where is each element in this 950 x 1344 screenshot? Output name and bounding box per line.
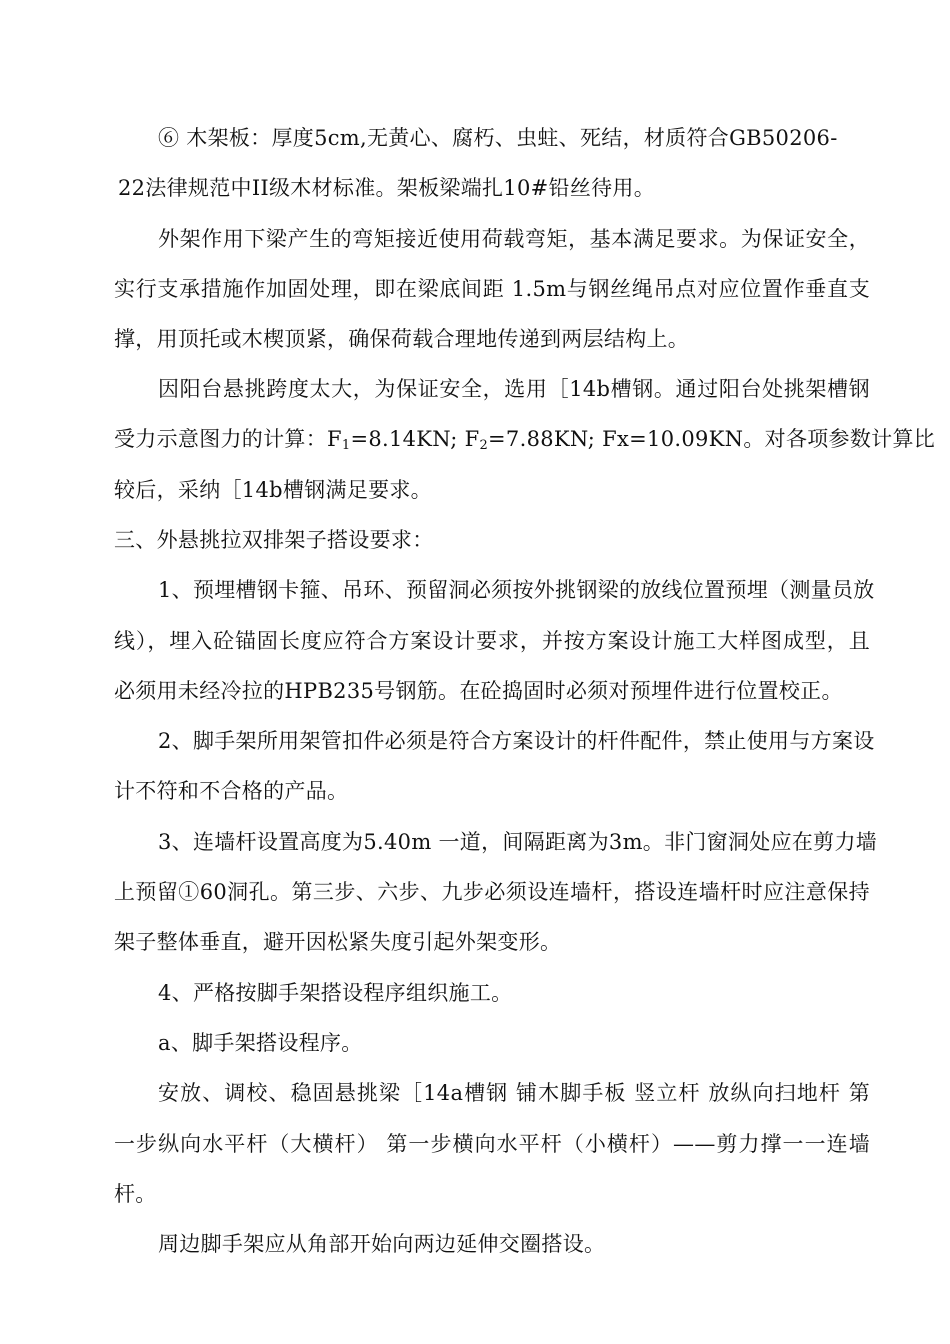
item3-line-2: 上预留①60洞孔。第三步、六步、九步必须设连墙杆，搭设连墙杆时应注意保持 (114, 880, 870, 904)
p2-line-1: 外架作用下梁产生的弯矩接近使用荷载弯矩，基本满足要求。为保证安全， (158, 227, 870, 251)
p3-subscript-2: 2 (479, 438, 489, 453)
sequence-line-2: 一步纵向水平杆（大横杆） 第一步横向水平杆（小横杆）——剪力撑一一连墙 (114, 1132, 871, 1156)
p1-line-1: ⑥ 木架板：厚度5cm,无黄心、腐朽、虫蛀、死结，材质符合GB50206- (158, 126, 838, 150)
p3-subscript-1: 1 (341, 438, 351, 453)
closing-line: 周边脚手架应从角部开始向两边延伸交圈搭设。 (158, 1232, 606, 1256)
section-heading-3: 三、外悬挑拉双排架子搭设要求： (114, 528, 434, 552)
item3-line-1: 3、连墙杆设置高度为5.40m 一道，间隔距离为3m。非门窗洞处应在剪力墙 (158, 830, 878, 854)
p2-line-2: 实行支承措施作加固处理，即在梁底间距 1.5m与钢丝绳吊点对应位置作垂直支 (114, 277, 870, 301)
p3-line-2-part-a: 受力示意图力的计算：F (114, 427, 342, 451)
sequence-line-1: 安放、调校、稳固悬挑梁［14a槽钢 铺木脚手板 竖立杆 放纵向扫地杆 第 (158, 1081, 870, 1105)
p3-line-2-part-b: =8.14KN; F (350, 427, 480, 451)
item4: 4、严格按脚手架搭设程序组织施工。 (158, 981, 513, 1005)
item2-line-1: 2、脚手架所用架管扣件必须是符合方案设计的杆件配件，禁止使用与方案设 (158, 729, 875, 753)
item4a: a、脚手架搭设程序。 (158, 1031, 363, 1055)
item1-line-3: 必须用未经冷拉的HPB235号钢筋。在砼捣固时必须对预埋件进行位置校正。 (114, 679, 843, 703)
p1-line-2: 22法律规范中II级木材标准。架板梁端扎10#铅丝待用。 (118, 176, 656, 200)
p3-line-1: 因阳台悬挑跨度太大，为保证安全，选用［14b槽钢。通过阳台处挑架槽钢 (158, 377, 870, 401)
item1-line-1: 1、预埋槽钢卡箍、吊环、预留洞必须按外挑钢梁的放线位置预埋（测量员放 (158, 578, 875, 602)
p3-line-2-part-c: =7.88KN; Fx=10.09KN。对各项参数计算比 (488, 427, 936, 451)
sequence-line-3: 杆。 (114, 1182, 157, 1206)
item3-line-3: 架子整体垂直，避开因松紧失度引起外架变形。 (114, 930, 562, 954)
p3-line-2 (114, 425, 935, 453)
p3-line-3: 较后，采纳［14b槽钢满足要求。 (114, 478, 432, 502)
p2-line-3: 撑，用顶托或木楔顶紧，确保荷载合理地传递到两层结构上。 (114, 327, 690, 351)
item1-line-2: 线），埋入砼锚固长度应符合方案设计要求，并按方案设计施工大样图成型，且 (114, 629, 870, 653)
item2-line-2: 计不符和不合格的产品。 (114, 779, 349, 803)
